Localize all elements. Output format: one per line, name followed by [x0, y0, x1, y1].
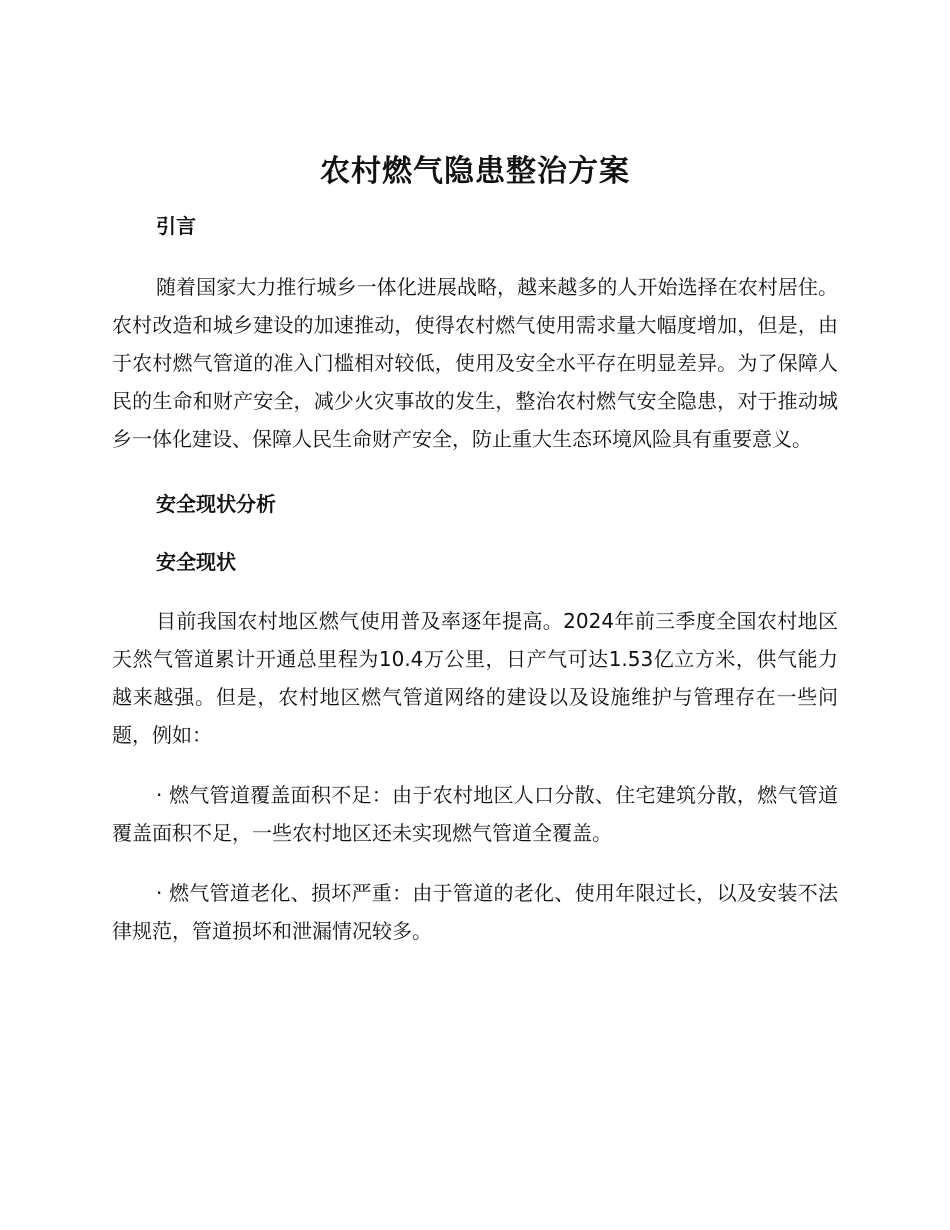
status-heading: 安全现状 — [156, 550, 236, 574]
document-title: 农村燃气隐患整治方案 — [320, 154, 630, 189]
bullet-pipeline-aging: · 燃气管道老化、损坏严重：由于管道的老化、使用年限过长，以及安装不法律规范，管道损坏和泄漏情况较多。 — [112, 881, 838, 943]
bullet-pipeline-coverage: · 燃气管道覆盖面积不足：由于农村地区人口分散、住宅建筑分散，燃气管道覆盖面积不足，一些农村地区还未实现燃气管道全覆盖。 — [112, 783, 838, 845]
intro-paragraph: 随着国家大力推行城乡一体化进展战略，越来越多的人开始选择在农村居住。农村改造和城乡建设的加速推动，使得农村燃气使用需求量大幅度增加，但是，由于农村燃气管道的准入门槛相对较低，使用及安全水平存在明显差异。为了保障人民的生命和财产安全，减少火灾事故的发生，整治农村燃气安全隐患，对于推动城乡一体化建设、保障人民生命财产安全，防止重大生态环境风险具有重要意义。 — [112, 275, 838, 451]
intro-heading: 引言 — [156, 214, 196, 238]
analysis-heading: 安全现状分析 — [156, 492, 276, 516]
status-paragraph: 目前我国农村地区燃气使用普及率逐年提高。2024年前三季度全国农村地区天然气管道累计开通总里程为10.4万公里，日产气可达1.53亿立方米，供气能力越来越强。但是，农村地区燃气管道网络的建设以及设施维护与管理存在一些问题，例如： — [112, 609, 838, 747]
